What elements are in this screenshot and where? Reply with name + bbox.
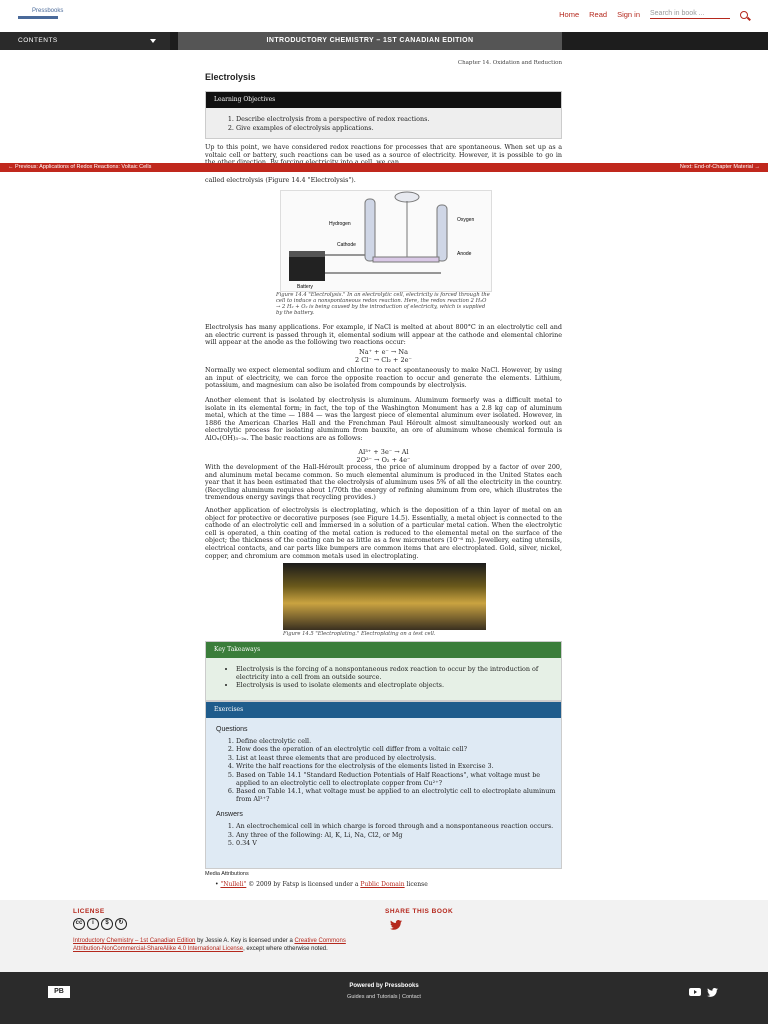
list-item: 3. List at least three elements that are produced by electrolysis. bbox=[236, 755, 561, 763]
equation: 2O²⁻ → O₂ + 4e⁻ bbox=[356, 456, 411, 464]
media-attribution-item: • "Nulleli" © 2009 by Fatsp is licensed under a Public Domain license bbox=[215, 881, 428, 888]
exercises-box bbox=[205, 701, 562, 869]
learning-objectives-box bbox=[205, 91, 562, 139]
license-heading: LICENSE bbox=[73, 908, 105, 915]
top-bar bbox=[0, 0, 768, 32]
key-takeaways-box bbox=[205, 641, 562, 701]
list-item: • Electrolysis is the forcing of a nonspontaneous redox reaction to occur by the introduction of electricity into a cell from an outside source. bbox=[236, 666, 561, 681]
chapter-label: Chapter 14. Oxidation and Reduction bbox=[457, 60, 562, 66]
list-item: 1. Define electrolytic cell. bbox=[236, 738, 561, 746]
label-oxygen: Oxygen bbox=[457, 217, 475, 223]
list-item: 4. Write the half reactions for the electrolysis of the elements listed in Exercise 3. bbox=[236, 763, 561, 771]
social-links bbox=[689, 988, 718, 997]
nav-sign-in[interactable]: Sign in bbox=[617, 10, 640, 19]
paragraph: Electrolysis has many applications. For example, if NaCl is melted at about 800°C in an electrolytic cell and an electric current is passed through it, elemental sodium will appear at the cathode and elemental chlorine will appear at the anode as the following two reactions occur: bbox=[205, 323, 562, 347]
equation: 2 Cl⁻ → Cl₂ + 2e⁻ bbox=[355, 356, 412, 364]
questions-heading: Questions bbox=[216, 726, 248, 733]
media-attributions-heading: Media Attributions bbox=[205, 871, 249, 877]
paragraph: Another element that is isolated by electrolysis is aluminum. Aluminum formerly was a difficult metal to isolate in its elemental form; in fact, the top of the Washington Monument has a 2.8 kg cap of aluminum metal, which at the time — 1884 — was the largest piece of elemental aluminum ever isolated. However, in 1886 the American Charles Hall and the Frenchman Paul Héroult almost simultaneously worked out an electrolytic process for isolating aluminum from bauxite, an ore of aluminum whose chemical formula is AlOₓ(OH)₃₋₂ₓ. The basic reactions are as follows: bbox=[205, 396, 562, 442]
exercises-heading: Exercises bbox=[206, 702, 561, 718]
previous-link[interactable]: ← Previous: Applications of Redox Reactions: Voltaic Cells bbox=[8, 164, 152, 170]
next-link[interactable]: Next: End-of-Chapter Material → bbox=[679, 164, 760, 170]
label-anode: Anode bbox=[457, 251, 472, 257]
cc-icons[interactable] bbox=[73, 918, 127, 930]
media-link[interactable]: "Nulleli" bbox=[220, 881, 247, 888]
list-item: 5. Based on Table 14.1 "Standard Reduction Potentials of Half Reactions", what voltage must be applied to an electrolytic cell to electroplate copper from Cu²⁺? bbox=[236, 772, 561, 787]
cc-icon: cc bbox=[73, 918, 85, 930]
pressbooks-logo[interactable]: PB bbox=[48, 986, 70, 998]
search-input[interactable]: Search in book ... bbox=[650, 10, 730, 19]
cc-license-link[interactable]: Creative Commons Attribution-NonCommercial-ShareAlike 4.0 International License bbox=[73, 938, 346, 952]
public-domain-link[interactable]: Public Domain bbox=[360, 881, 405, 888]
paragraph: With the development of the Hall-Héroult process, the price of aluminum dropped by a factor of over 200, and aluminum metal became common. So much elemental aluminum is produced in the United States each year that it has been estimated that the electrolysis of aluminum uses 5% of all the electricity in the country. (Recycling aluminum requires about 1/70th the energy of refining aluminum from ore, which illustrates the tremendous energy savings that recycling provides.) bbox=[205, 463, 562, 502]
equation: Al³⁺ + 3e⁻ → Al bbox=[358, 448, 409, 456]
guides-contact-links[interactable]: Guides and Tutorials | Contact bbox=[347, 994, 421, 1000]
youtube-icon[interactable] bbox=[689, 988, 701, 996]
list-item: 1. Describe electrolysis from a perspective of redox reactions. bbox=[236, 116, 561, 124]
figure-caption: Figure 14.4 "Electrolysis." In an electrolytic cell, electricity is forced through the cell to induce a nonspontaneous redox reaction. Here, the redox reaction 2 H₂O → 2 H₂ + O₂ is being caused by the introduction of electricity, which is supplied by the battery. bbox=[276, 292, 490, 316]
list-item: • Electrolysis is used to isolate elements and electroplate objects. bbox=[236, 682, 561, 690]
paragraph: Another application of electrolysis is electroplating, which is the deposition of a thin layer of metal on an object for protective or decorative purposes (see Figure 14.5). Essentially, a metal object is connected to the cathode of an electrolytic cell and immersed in a solution of a particular metal cation. When the electrolytic cell is operated, a thin coating of the metal cation is reduced to the elemental metal on the surface of the object; the thickness of the coating can be as little as a few micrometers (10⁻⁶ m). Jewellery, eating utensils, electrical contacts, and car parts like bumpers are common items that are electroplated. Gold, silver, nickel, copper, and chromium are common metals used in electroplating. bbox=[205, 506, 562, 560]
twitter-icon[interactable] bbox=[707, 988, 718, 997]
powered-by[interactable]: Powered by Pressbooks bbox=[349, 983, 419, 989]
key-takeaways-heading: Key Takeaways bbox=[206, 642, 561, 658]
nav-home[interactable]: Home bbox=[559, 10, 580, 19]
electrolysis-diagram bbox=[281, 191, 491, 291]
nc-icon: $ bbox=[101, 918, 113, 930]
footer-license bbox=[0, 900, 768, 972]
chevron-down-icon bbox=[150, 39, 156, 43]
label-battery: Battery bbox=[297, 284, 313, 290]
figure-electrolysis bbox=[280, 190, 492, 292]
contents-dropdown[interactable]: CONTENTS bbox=[0, 32, 170, 50]
paragraph: Normally we expect elemental sodium and chlorine to react spontaneously to make NaCl. However, by using an input of electricity, we can force the opposite reaction to occur and generate the elements. Lithium, potassium, and magnesium can also be isolated from compounds by electrolysis. bbox=[205, 366, 562, 390]
top-nav bbox=[559, 10, 748, 19]
paragraph: called electrolysis (Figure 14.4 "Electrolysis"). bbox=[205, 176, 356, 184]
list-item: 2. Give examples of electrolysis applications. bbox=[236, 125, 561, 133]
sa-icon: ↻ bbox=[115, 918, 127, 930]
book-title[interactable]: INTRODUCTORY CHEMISTRY – 1ST CANADIAN EDITION bbox=[178, 32, 562, 50]
figure-electroplating bbox=[283, 563, 486, 630]
nav-read[interactable]: Read bbox=[589, 10, 608, 19]
share-heading: SHARE THIS BOOK bbox=[385, 908, 454, 915]
list-item: 5. 0.34 V bbox=[236, 840, 561, 848]
chapter-nav-bar bbox=[0, 163, 768, 172]
license-text: Introductory Chemistry – 1st Canadian Edition by Jessie A. Key is licensed under a Creative Commons Attribution-NonCommercial-ShareAlike 4.0 International License, except where otherwise noted. bbox=[73, 938, 346, 952]
twitter-icon[interactable] bbox=[390, 920, 402, 930]
list-item: 6. Based on Table 14.1, what voltage must be applied to an electrolytic cell to electroplate aluminum from Al³⁺? bbox=[236, 788, 561, 803]
equation: Na⁺ + e⁻ → Na bbox=[359, 348, 408, 356]
page-title: Electrolysis bbox=[205, 72, 256, 82]
by-icon: i bbox=[87, 918, 99, 930]
list-item: 1. An electrochemical cell in which charge is forced through and a nonspontaneous reaction occurs. bbox=[236, 823, 561, 831]
label-cathode: Cathode bbox=[337, 242, 356, 248]
label-hydrogen: Hydrogen bbox=[329, 221, 351, 227]
site-logo[interactable]: Pressbooks bbox=[18, 8, 60, 22]
list-item: 2. How does the operation of an electrolytic cell differ from a voltaic cell? bbox=[236, 746, 561, 754]
answers-heading: Answers bbox=[216, 811, 243, 819]
list-item: 3. Any three of the following: Al, K, Li, Na, Cl2, or Mg bbox=[236, 832, 561, 840]
learning-objectives-heading: Learning Objectives bbox=[206, 92, 561, 108]
paragraph: Up to this point, we have considered redox reactions for processes that are spontaneous. When set up as a voltaic cell or battery, such reactions can be used as a source of electricity. However, it is possible to go in bbox=[205, 143, 562, 159]
book-license-link[interactable]: Introductory Chemistry – 1st Canadian Edition bbox=[73, 938, 196, 944]
figure-caption: Figure 14.5 "Electroplating." Electroplating on a test cell. bbox=[283, 631, 436, 637]
search-icon[interactable] bbox=[740, 11, 748, 19]
